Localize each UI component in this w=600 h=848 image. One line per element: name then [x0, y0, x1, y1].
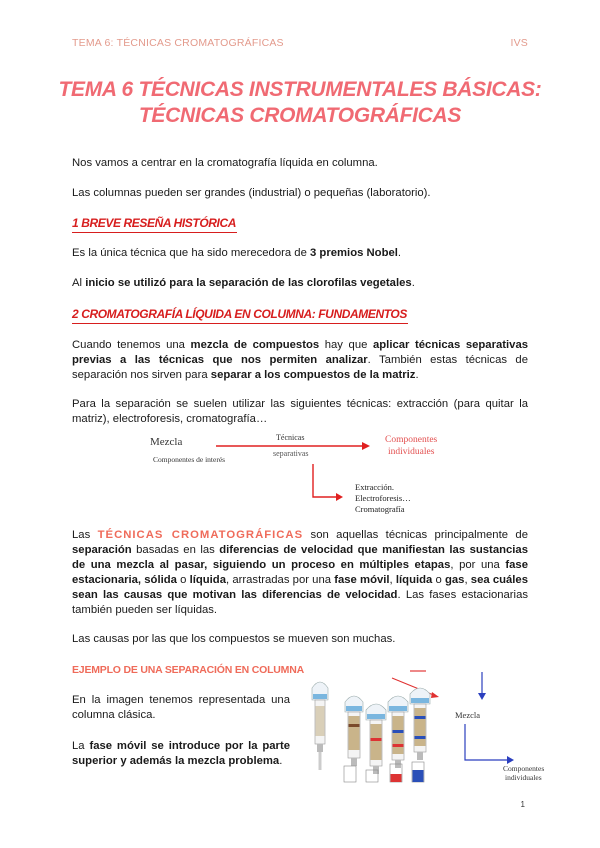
- intro-paragraph-1: Nos vamos a centrar en la cromatografía líquida en columna.: [72, 157, 378, 169]
- fundamentals-paragraph-2: Para la separación se suelen utilizar las siguientes técnicas: extracción (para quitar la matriz), electroforesis, cromatografía…: [72, 398, 528, 425]
- diagram-list-3: Cromatografía: [355, 504, 405, 514]
- diagram-list-1: Extracción.: [355, 482, 394, 492]
- example-paragraph-1: En la imagen tenemos representada una columna clásica.: [72, 694, 290, 721]
- section-underline: [72, 232, 237, 233]
- diagram-components-of-interest: Componentes de interés: [153, 455, 226, 464]
- column-5: [410, 688, 430, 760]
- section-heading-history: 1 BREVE RESEÑA HISTÓRICA: [72, 216, 236, 230]
- diagram-arrowhead-branch: [336, 493, 343, 501]
- header-left: TEMA 6: TÉCNICAS CROMATOGRÁFICAS: [72, 37, 284, 49]
- fundamentals-paragraph-1: Cuando tenemos una mezcla de compuestos hay que aplicar técnicas separativas previas a las técnicas que nos permiten analizar. También estas técnicas de separación nos sirven para separar a los compuestos de la matriz.: [72, 339, 529, 381]
- figure-mezcla-label: Mezcla: [455, 710, 481, 720]
- column-2: [345, 696, 363, 766]
- page-title-line-2: TÉCNICAS CROMATOGRÁFICAS: [138, 104, 462, 127]
- figure-blue-arrow-bottom: [465, 724, 510, 760]
- fundamentals-paragraph-3: Las TÉCNICAS CROMATOGRÁFICAS son aquellas técnicas principalmente de separación basadas en las diferencias de velocidad que manifiestan las sustancias de una mezcla al pasar, siguiendo un proceso en múltiples etapas, por una fase estacionaria, sólida o líquida, arrastradas por una fase móvil, líquida o gas, sea cuáles sean las causas que motivan las diferencias de velocidad. Las fases estacionarias también pueden ser líquidas.: [72, 529, 529, 616]
- intro-paragraph-2: Las columnas pueden ser grandes (industrial) o pequeñas (laboratorio).: [72, 187, 431, 199]
- diagram-techniques-2: separativas: [273, 449, 309, 458]
- diagram-techniques-1: Técnicas: [276, 433, 305, 442]
- diagram-components-2: individuales: [388, 447, 435, 457]
- fundamentals-paragraph-4: Las causas por las que los compuestos se mueven son muchas.: [72, 633, 396, 645]
- example-paragraph-2: La fase móvil se introduce por la parte superior y además la mezcla problema.: [72, 740, 290, 767]
- column-figure: [300, 666, 545, 790]
- section-underline: [72, 323, 408, 324]
- page-number: 1: [520, 800, 525, 809]
- diagram-arrowhead-main: [362, 442, 370, 450]
- separation-diagram: [140, 412, 480, 518]
- page-title-line-1: TEMA 6 TÉCNICAS INSTRUMENTALES BÁSICAS:: [58, 78, 542, 101]
- example-heading: EJEMPLO DE UNA SEPARACIÓN EN COLUMNA: [72, 664, 304, 676]
- diagram-list-2: Electroforesis…: [355, 493, 411, 503]
- diagram-arrow-branch: [313, 464, 340, 497]
- history-paragraph-2: Al inicio se utilizó para la separación de las clorofilas vegetales.: [72, 277, 415, 289]
- history-paragraph-1: Es la única técnica que ha sido merecedora de 3 premios Nobel.: [72, 247, 402, 259]
- column-1: [312, 682, 328, 770]
- diagram-mezcla: Mezcla: [150, 436, 183, 448]
- section-heading-fundamentals: 2 CROMATOGRAFÍA LÍQUIDA EN COLUMNA: FUNDAMENTOS: [72, 307, 407, 321]
- column-3: [366, 704, 386, 774]
- figure-components-2: individuales: [505, 773, 542, 782]
- column-4: [388, 696, 408, 768]
- diagram-components-1: Componentes: [385, 435, 438, 445]
- header-right: IVS: [510, 37, 528, 49]
- figure-components-1: Componentes: [503, 764, 545, 773]
